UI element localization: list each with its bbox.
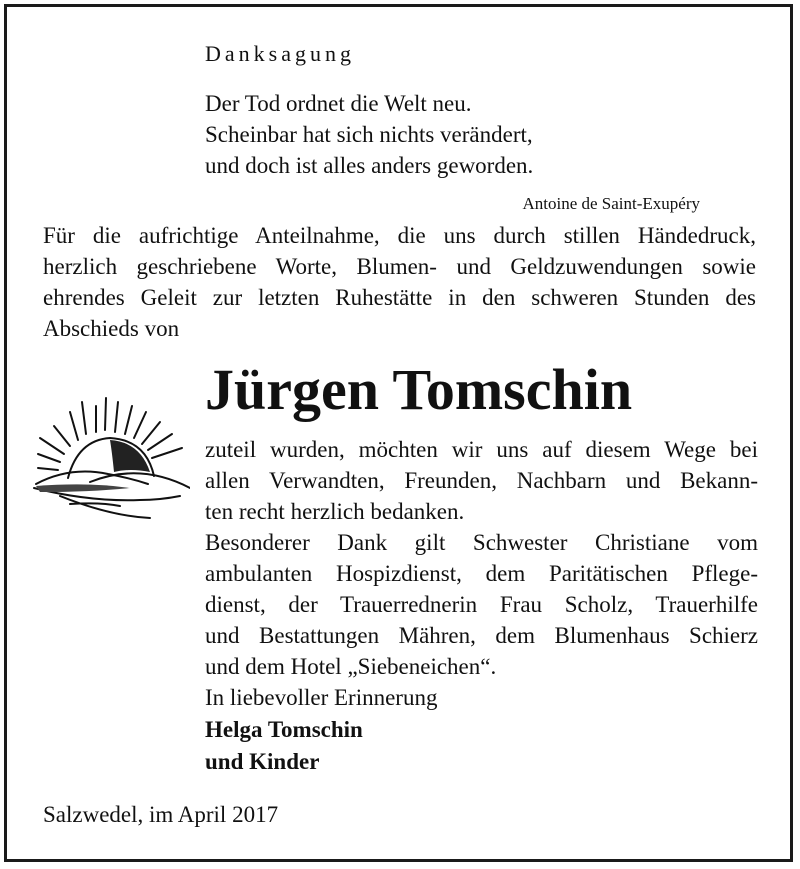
intro-line: Abschieds von — [43, 316, 180, 341]
intro-line: ehrendes Geleit zur letzten Ruhestätte in den schweren Stunden des — [43, 285, 756, 310]
thanks-line: ambulanten Hospizdienst, dem Paritätischen Pflege- — [205, 561, 758, 586]
quote-line: Scheinbar hat sich nichts verändert, — [205, 122, 533, 147]
thanks-paragraph — [205, 434, 758, 682]
quote-author: Antoine de Saint-Exupéry — [522, 194, 700, 213]
deceased-name: Jürgen Tomschin — [205, 357, 633, 422]
intro-paragraph — [43, 220, 756, 344]
quote-line: Der Tod ordnet die Welt neu. — [205, 91, 472, 116]
thanks-line: ten recht herzlich bedanken. — [205, 499, 465, 524]
thanks-line: und dem Hotel „Siebeneichen“. — [205, 654, 497, 679]
thanks-line: dienst, der Trauerrednerin Frau Scholz, Trauerhilfe — [205, 592, 758, 617]
quote-block — [205, 88, 533, 181]
intro-line: Für die aufrichtige Anteilnahme, die uns durch stillen Händedruck, — [43, 223, 756, 248]
place-date: Salzwedel, im April 2017 — [43, 802, 279, 827]
notice-heading: Danksagung — [205, 41, 355, 66]
thanks-line: und Bestattungen Mähren, dem Blumenhaus Schierz — [205, 623, 758, 648]
signer-family: und Kinder — [205, 749, 320, 774]
thanks-line: zuteil wurden, möchten wir uns auf diesem Wege bei — [205, 437, 758, 462]
thanks-line: Besonderer Dank gilt Schwester Christiane vom — [205, 530, 758, 555]
closing-text: In liebevoller Erinnerung — [205, 685, 438, 710]
quote-line: und doch ist alles anders geworden. — [205, 153, 534, 178]
signoff-block — [205, 682, 437, 778]
signer-name: Helga Tomschin — [205, 717, 363, 742]
sun-over-hills-icon — [30, 392, 190, 522]
thanks-line: allen Verwandten, Freunden, Nachbarn und Bekann- — [205, 468, 758, 493]
intro-line: herzlich geschriebene Worte, Blumen- und Geldzuwendungen sowie — [43, 254, 756, 279]
